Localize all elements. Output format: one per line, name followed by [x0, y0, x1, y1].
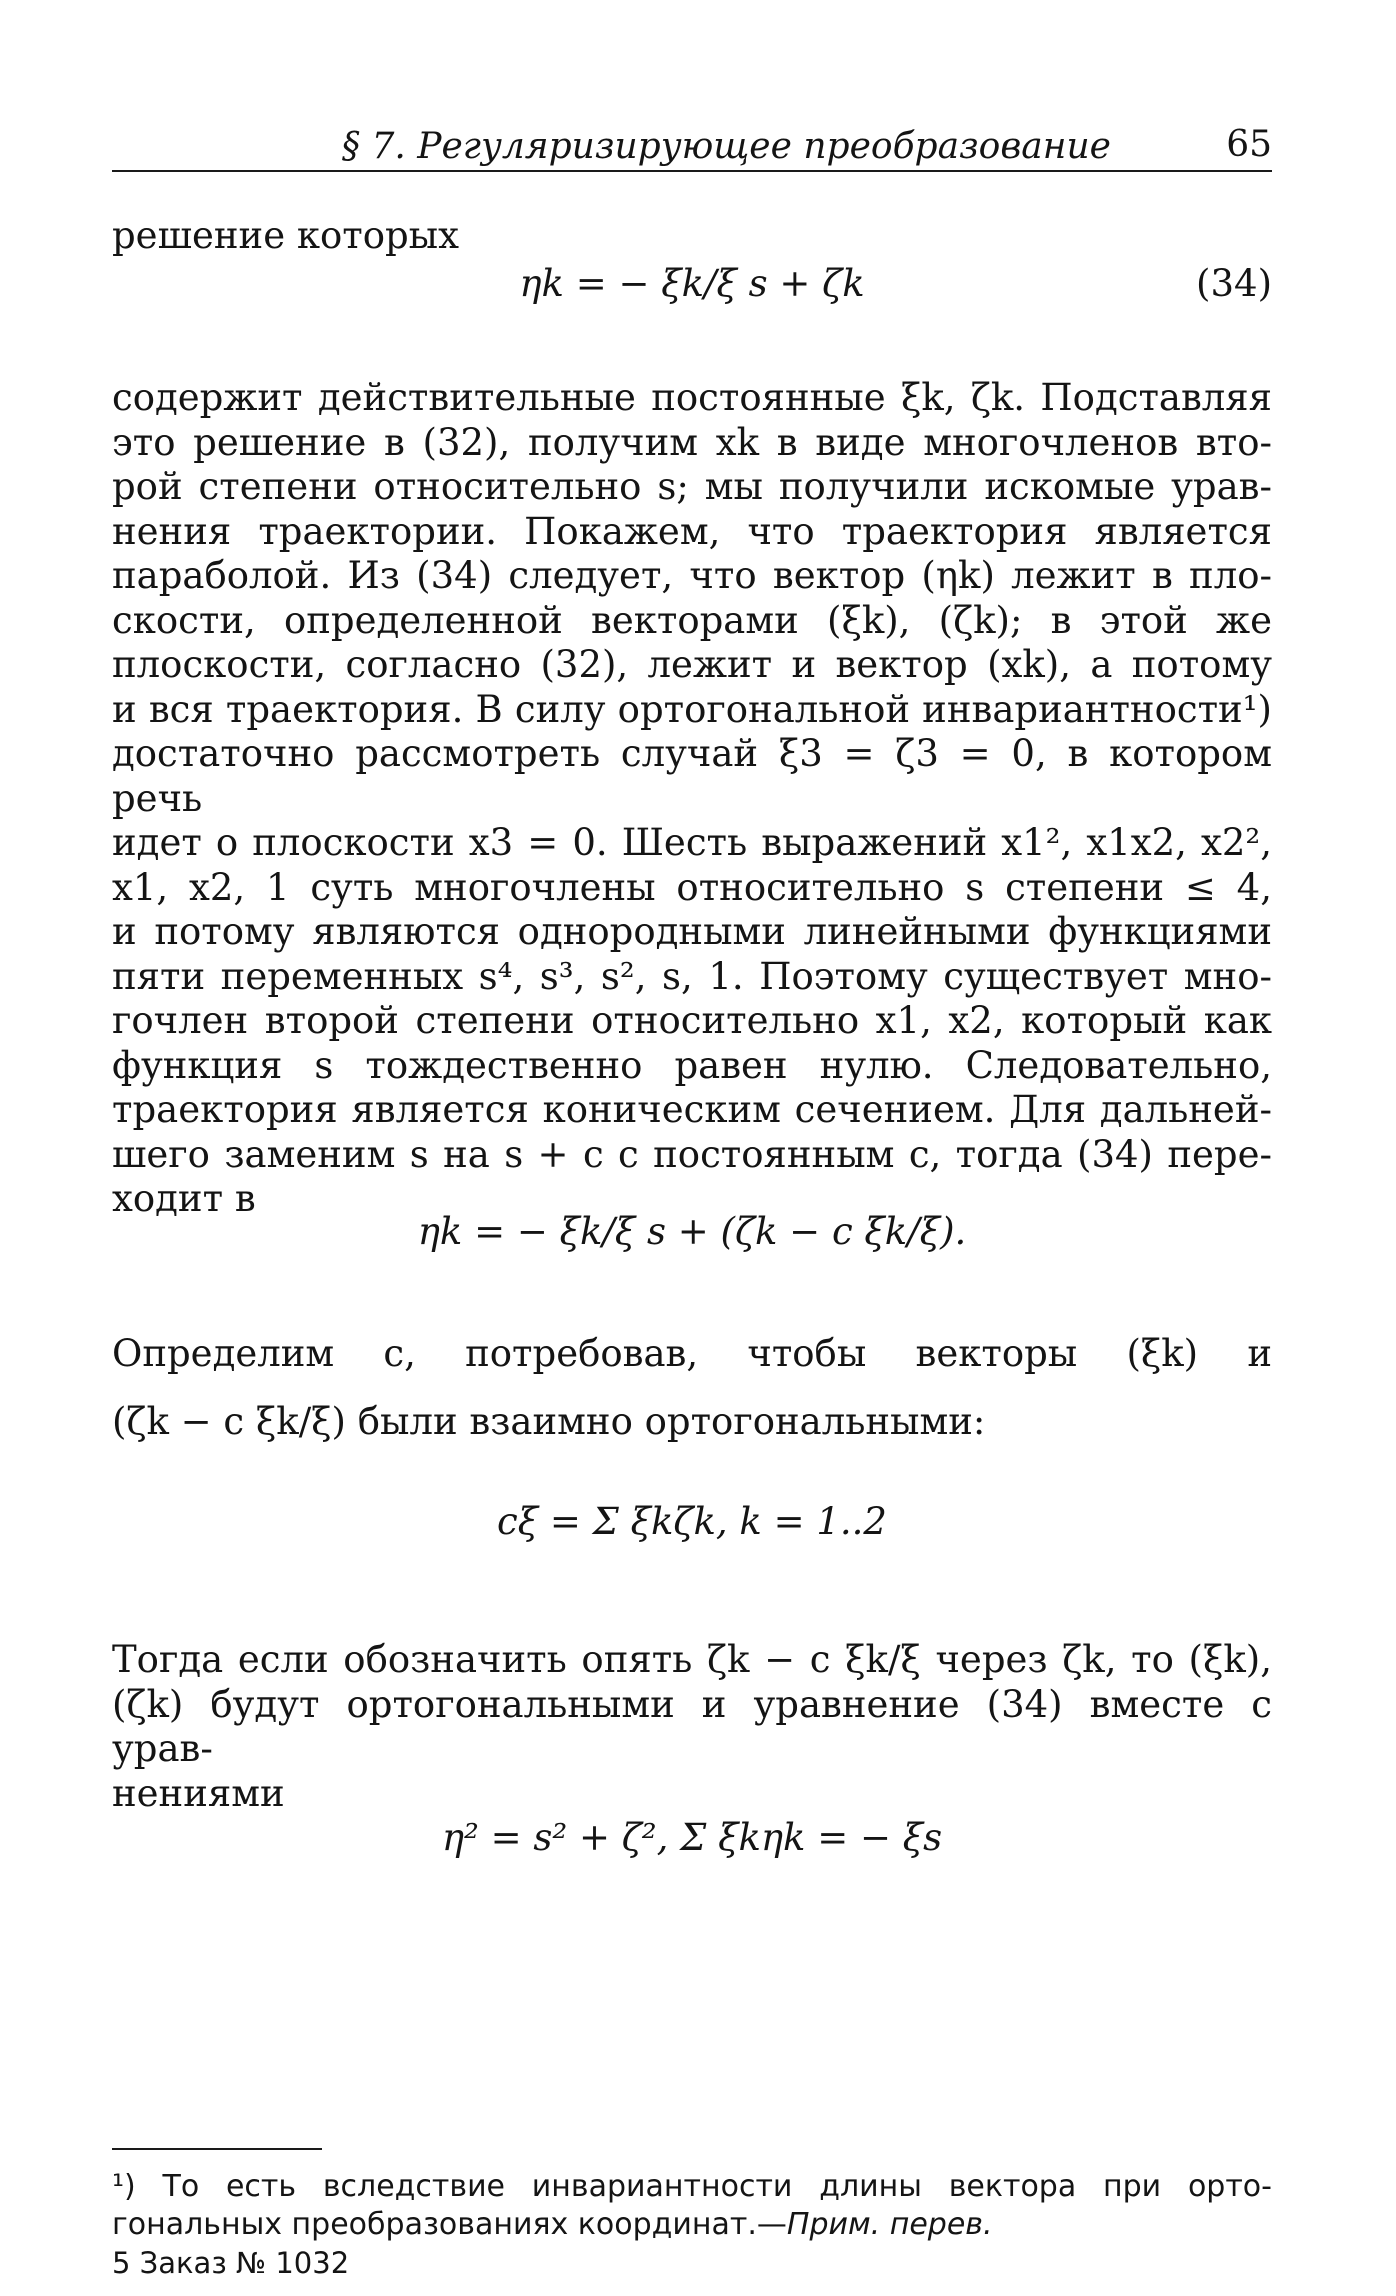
- text-line: скости, определенной векторами (ξk), (ζk); в этой же: [112, 598, 1272, 642]
- text-line: содержит действительные постоянные ξk, ζk. Подставляя: [112, 376, 1272, 419]
- equation-c: [112, 1500, 1272, 1543]
- footnote-line: ¹) То есть вследствие инвариантности длины вектора при орто-: [112, 2169, 1272, 2204]
- text-line: решение которых: [112, 214, 460, 257]
- text-line: нения траектории. Покажем, что траектория является: [112, 509, 1272, 553]
- section-title: § 7. Регуляризирующее преобразование: [342, 126, 1111, 167]
- equation-34: [112, 262, 1272, 305]
- text-line: гочлен второй степени относительно x1, x2, который как: [112, 999, 1272, 1042]
- footnote-rule: [112, 2148, 322, 2150]
- footnote: [112, 2168, 1272, 2244]
- paragraph-trajectory: [112, 376, 1272, 1222]
- text-line: и потому являются однородными линейными функциями: [112, 910, 1272, 953]
- text-line: (ζk − c ξk/ξ) были взаимно ортогональными:: [112, 1400, 986, 1443]
- equation-formula: ηk = − ξk/ξ s + ζk: [519, 262, 865, 305]
- running-header: [112, 118, 1272, 172]
- paragraph-orthogonal: [112, 1308, 1272, 1445]
- text-line: Определим c, потребовав, чтобы векторы (ξk) и: [112, 1332, 1272, 1375]
- text-line: шего заменим s на s + c с постоянным c, тогда (34) пере-: [112, 1132, 1272, 1176]
- footnote-text: гональных преобразованиях координат.—: [112, 2207, 787, 2242]
- text-line: достаточно рассмотреть случай ξ3 = ζ3 = 0, в котором речь: [112, 732, 1272, 820]
- equation-label: (34): [1196, 262, 1272, 305]
- equation-formula: η² = s² + ζ², Σ ξkηk = − ξs: [441, 1816, 943, 1859]
- equation-final: [112, 1816, 1272, 1859]
- footnote-line: [112, 2206, 1272, 2244]
- text-line: это решение в (32), получим xk в виде многочленов вто-: [112, 420, 1272, 464]
- text-line: (ζk) будут ортогональными и уравнение (34) вместе с урав-: [112, 1682, 1272, 1770]
- text-line: идет о плоскости x3 = 0. Шесть выражений x1², x1x2, x2²,: [112, 821, 1272, 864]
- page-number: 65: [1226, 124, 1272, 165]
- text-line: ходит в: [112, 1177, 256, 1220]
- text-line: функция s тождественно равен нулю. Следовательно,: [112, 1043, 1272, 1087]
- text-line: и вся траектория. В силу ортогональной инвариантности¹): [112, 687, 1272, 731]
- text-line: рой степени относительно s; мы получили искомые урав-: [112, 465, 1272, 508]
- equation-formula: cξ = Σ ξkζk, k = 1..2: [497, 1500, 887, 1543]
- text-line: x1, x2, 1 суть многочлены относительно s степени ≤ 4,: [112, 865, 1272, 909]
- equation-formula: ηk = − ξk/ξ s + (ζk − c ξk/ξ).: [417, 1210, 967, 1253]
- text-line: Тогда если обозначить опять ζk − c ξk/ξ через ζk, то (ξk),: [112, 1638, 1272, 1681]
- text-line: траектория является коническим сечением. Для дальней-: [112, 1088, 1272, 1131]
- text-line: пяти переменных s⁴, s³, s², s, 1. Поэтому существует мно-: [112, 954, 1272, 998]
- paragraph-then: [112, 1638, 1272, 1816]
- text-line: плоскости, согласно (32), лежит и вектор (xk), а потому: [112, 643, 1272, 686]
- translator-note: Прим. перев.: [786, 2207, 993, 2242]
- text-line: параболой. Из (34) следует, что вектор (ηk) лежит в пло-: [112, 554, 1272, 597]
- equation-shifted: [112, 1210, 1272, 1253]
- text-line: нениями: [112, 1771, 285, 1815]
- printing-signature: 5 Заказ № 1032: [112, 2246, 350, 2280]
- intro-text: [112, 214, 1272, 259]
